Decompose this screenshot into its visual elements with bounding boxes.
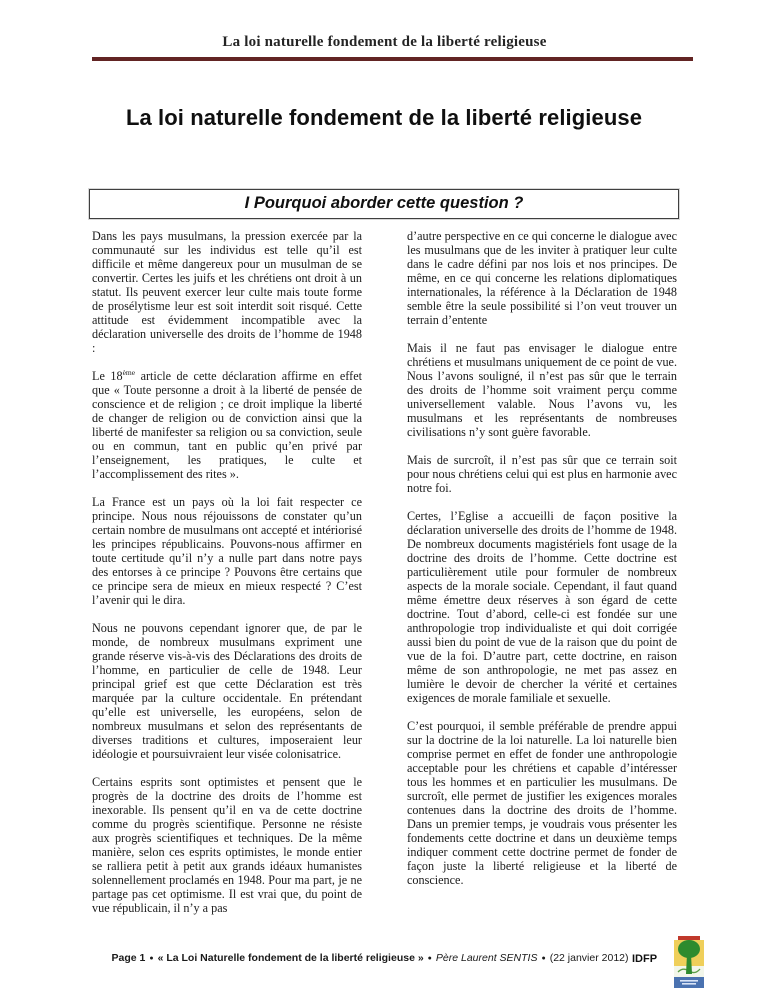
- document-title: La loi naturelle fondement de la liberté religieuse: [125, 105, 643, 130]
- idfp-logo: [674, 936, 704, 988]
- footer-doc-title: « La Loi Naturelle fondement de la liberté religieuse »: [157, 952, 424, 964]
- body-columns: [92, 229, 677, 915]
- paragraph: Certains esprits sont optimistes et pensent que le progrès de la doctrine des droits de l’homme est inexorable. Ils pensent qu’il en va de cette doctrine comme du progrès scientifique. Personne ne résiste aux progrès scientifiques et techniques. De la même manière, selon ces esprits optimistes, le monde entier se ralliera petit à petit aux grands idéaux humanistes solennellement proclamés en 1948. Pour ma part, je ne partage pas cet optimisme. Il est vrai que, du point de vue républicain, il n’y a pas: [92, 775, 362, 915]
- right-column: [407, 229, 677, 915]
- tree-icon: [674, 936, 704, 988]
- paragraph: Nous ne pouvons cependant ignorer que, de par le monde, de nombreux musulmans expriment une grande réserve vis-à-vis des Déclarations des droits de l’homme, en particulier de celle de 1948. Leur principal grief est que cette Déclaration est très marquée par la culture occidentale. En prétendant qu’elle est universelle, les européens, selon de nombreux musulmans et selon des représentants de diverses traditions et cultures, imposeraient leur idéologie et poursuivraient leur visée colonisatrice.: [92, 621, 362, 761]
- bullet-separator: ●: [541, 954, 546, 962]
- page-footer: [70, 952, 670, 964]
- paragraph: C’est pourquoi, il semble préférable de prendre appui sur la doctrine de la loi naturelle. La loi naturelle bien comprise permet en effet de fonder une anthropologie acceptable pour les chrétiens et capable d’intéresser tous les hommes et en particulier les musulmans. De surcroît, elle permet de justifier les exigences morales contenues dans la doctrine des droits de l’homme. Dans un premier temps, je voudrais vous présenter les fondements cette doctrine et dans un deuxième temps indiquer comment cette doctrine permet de fonder de façon juste la liberté religieuse et la liberté de conscience.: [407, 719, 677, 887]
- footer-author: Père Laurent SENTIS: [435, 952, 538, 964]
- paragraph: La France est un pays où la loi fait respecter ce principe. Nous nous réjouissons de constater qu’un certain nombre de musulmans ont accepté et intériorisé les principes républicains. Pouvons-nous affirmer en toute certitude qu’il n’y a nulle part dans notre pays des entorses à ce principe ? Pouvons être certains que ce principe sera de mieux en mieux respecté ? C’est l’avenir qui le dira.: [92, 495, 362, 607]
- section-heading: I Pourquoi aborder cette question ?: [89, 189, 679, 219]
- bullet-separator: ●: [427, 954, 432, 962]
- paragraph: d’autre perspective en ce qui concerne le dialogue avec les musulmans que de les inviter à pratiquer leur culte dans le cadre défini par nos lois et nos principes. De même, en ce qui concerne les relations diplomatiques internationales, la référence à la Déclaration de 1948 semble être la seule possibilité si l’on veut trouver un terrain d’entente: [407, 229, 677, 327]
- bullet-separator: ●: [149, 954, 154, 962]
- ordinal-superscript: ème: [122, 367, 136, 377]
- running-header: La loi naturelle fondement de la liberté religieuse: [222, 34, 547, 50]
- footer-date: (22 janvier 2012): [549, 952, 629, 964]
- header-rule: [92, 57, 693, 61]
- paragraph-text: Le 18: [92, 369, 123, 383]
- paragraph: [92, 369, 362, 481]
- left-column: [92, 229, 362, 915]
- paragraph: Dans les pays musulmans, la pression exercée par la communauté sur les individus est telle qu’il est difficile et même dangereux pour un musulman de se convertir. Certes les juifs et les chrétiens ont droit à un statut. Ils peuvent exercer leur culte mais toute forme de prosélytisme leur est soit interdit soit risqué. Cette attitude est évidemment incompatible avec la déclaration universelle des droits de l’homme de 1948 :: [92, 229, 362, 355]
- page-number: Page 1: [111, 952, 146, 964]
- paragraph: Mais il ne faut pas envisager le dialogue entre chrétiens et musulmans uniquement de ce point de vue. Nous l’avons souligné, il n’est pas sûr que le terrain des droits de l’homme soit vraiment perçu comme universellement valable. Nous l’avons vu, les musulmans et les représentants de nombreuses civilisations n’y sont guère favorable.: [407, 341, 677, 439]
- paragraph: Mais de surcroît, il n’est pas sûr que ce terrain soit pour nous chrétiens celui qui est plus en harmonie avec notre foi.: [407, 453, 677, 495]
- paragraph: Certes, l’Eglise a accueilli de façon positive la déclaration universelle des droits de l’homme de 1948. De nombreux documents magistériels font usage de la doctrine des droits de l’homme. Cette doctrine est particulièrement utile pour formuler de nombreux aspects de la morale sociale. Cependant, il faut quand même émettre deux réserves à son égard de cette doctrine. Tout d’abord, celle-ci est fondée sur une anthropologie trop individualiste et qui doit corrigée aussi bien du point de vue de la raison que du point de vue de la foi. D’autre part, cette doctrine, en raison même de son anthropologie, ne met pas assez en lumière le devoir de chercher la vérité et certaines exigences de morale familiale et sexuelle.: [407, 509, 677, 705]
- org-abbreviation: IDFP: [632, 953, 658, 965]
- paragraph-text: article de cette déclaration affirme en effet que « Toute personne a droit à la liberté de pensée de conscience et de religion ; ce droit implique la liberté de changer de religion ou de conviction ainsi que la liberté de manifester sa religion ou sa conviction, seule ou en commun, tant en public qu’en privé par l’enseignement, les pratiques, le culte et l’accomplissement des rites ».: [92, 369, 362, 481]
